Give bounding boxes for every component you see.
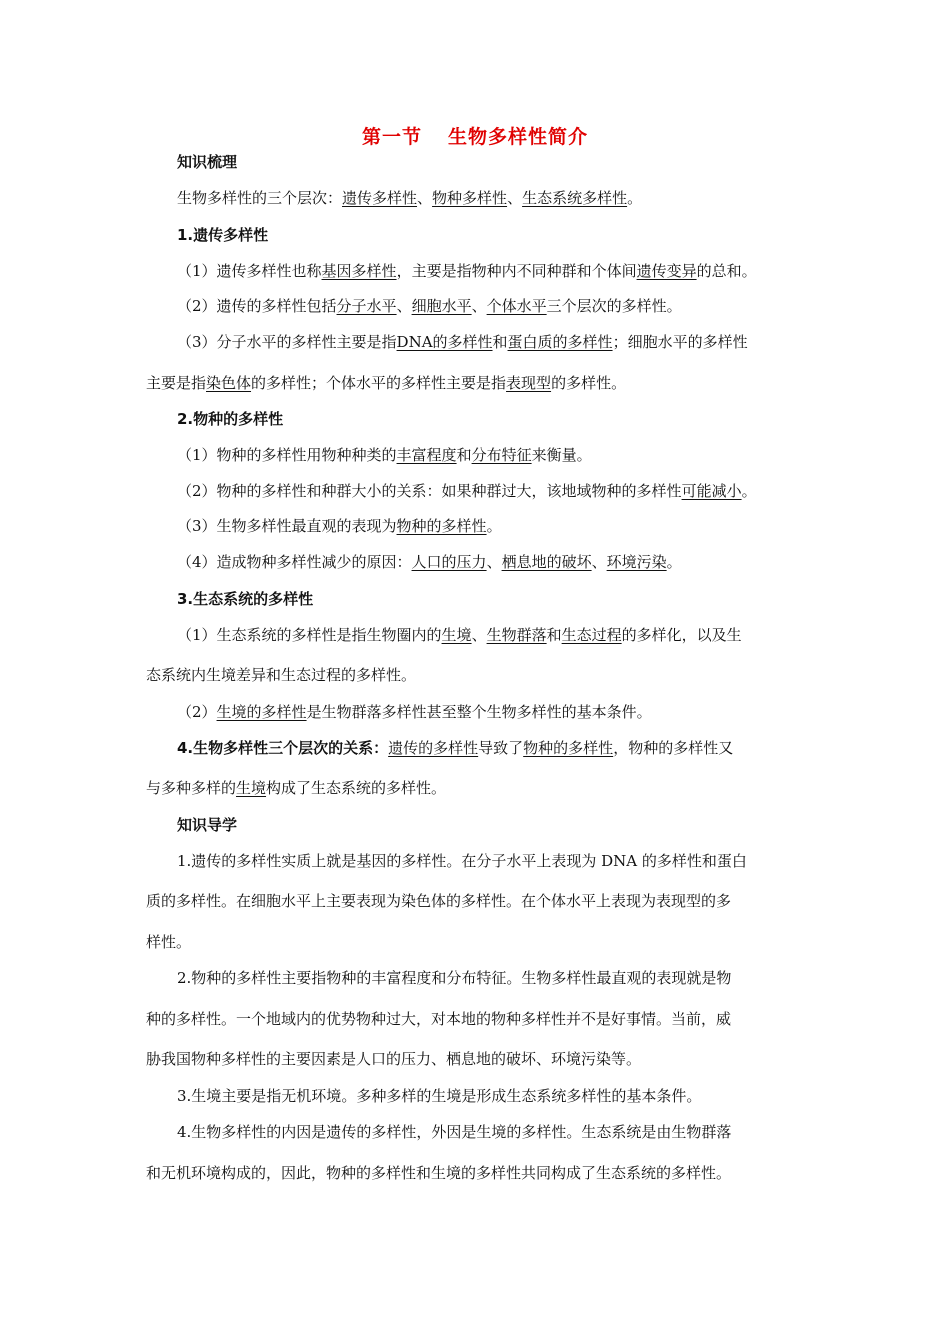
ecosystem-item-1: （1）生态系统的多样性是指生物圈内的生境、生物群落和生态过程的多样化，以及生 [177, 626, 742, 644]
species-item-1: （1）物种的多样性用物种种类的丰富程度和分布特征来衡量。 [177, 446, 592, 464]
heading-genetic-diversity: 1.遗传多样性 [177, 226, 269, 244]
species-item-4: （4）造成物种多样性减少的原因：人口的压力、栖息地的破坏、环境污染。 [177, 553, 682, 571]
title-topic: 生物多样性简介 [448, 126, 589, 148]
guide-paragraph-1-line-2: 质的多样性。在细胞水平上主要表现为染色体的多样性。在个体水平上表现为表现型的多 [146, 892, 732, 910]
page-title [0, 122, 950, 149]
guide-paragraph-1-line-3: 样性。 [146, 933, 192, 951]
guide-paragraph-2-line-2: 种的多样性。一个地域内的优势物种过大，对本地的物种多样性并不是好事情。当前，威 [146, 1010, 732, 1028]
heading-species-diversity: 2.物种的多样性 [177, 410, 284, 428]
intro-line: 生物多样性的三个层次：遗传多样性、物种多样性、生态系统多样性。 [177, 189, 643, 207]
guide-paragraph-2-line-1: 2.物种的多样性主要指物种的丰富程度和分布特征。生物多样性最直观的表现就是物 [177, 969, 732, 987]
guide-paragraph-4-line-1: 4.生物多样性的内因是遗传的多样性，外因是生境的多样性。生态系统是由生物群落 [177, 1123, 732, 1141]
genetic-item-3-continued: 主要是指染色体的多样性；个体水平的多样性主要是指表现型的多样性。 [146, 374, 627, 392]
section-heading-knowledge-review: 知识梳理 [177, 153, 238, 171]
ecosystem-item-2: （2）生境的多样性是生物群落多样性甚至整个生物多样性的基本条件。 [177, 703, 652, 721]
title-section-number: 第一节 [361, 126, 422, 148]
genetic-item-2: （2）遗传的多样性包括分子水平、细胞水平、个体水平三个层次的多样性。 [177, 297, 682, 315]
guide-paragraph-3: 3.生境主要是指无机环境。多种多样的生境是形成生态系统多样性的基本条件。 [177, 1087, 702, 1105]
species-item-2: （2）物种的多样性和种群大小的关系：如果种群过大，该地域物种的多样性可能减小。 [177, 482, 757, 500]
guide-paragraph-4-line-2: 和无机环境构成的，因此，物种的多样性和生境的多样性共同构成了生态系统的多样性。 [146, 1164, 732, 1182]
relationship-paragraph-continued: 与多种多样的生境构成了生态系统的多样性。 [146, 779, 447, 797]
section-heading-knowledge-guide: 知识导学 [177, 816, 238, 834]
heading-ecosystem-diversity: 3.生态系统的多样性 [177, 590, 314, 608]
genetic-item-3: （3）分子水平的多样性主要是指DNA的多样性和蛋白质的多样性；细胞水平的多样性 [177, 333, 748, 351]
genetic-item-1: （1）遗传多样性也称基因多样性，主要是指物种内不同种群和个体间遗传变异的总和。 [177, 262, 757, 280]
guide-paragraph-1-line-1: 1.遗传的多样性实质上就是基因的多样性。在分子水平上表现为 DNA 的多样性和蛋白 [177, 852, 747, 870]
guide-paragraph-2-line-3: 胁我国物种多样性的主要因素是人口的压力、栖息地的破坏、环境污染等。 [146, 1050, 642, 1068]
relationship-paragraph: 4.生物多样性三个层次的关系：遗传的多样性导致了物种的多样性，物种的多样性又 [177, 739, 734, 757]
ecosystem-item-1-continued: 态系统内生境差异和生态过程的多样性。 [146, 666, 417, 684]
species-item-3: （3）生物多样性最直观的表现为物种的多样性。 [177, 517, 502, 535]
